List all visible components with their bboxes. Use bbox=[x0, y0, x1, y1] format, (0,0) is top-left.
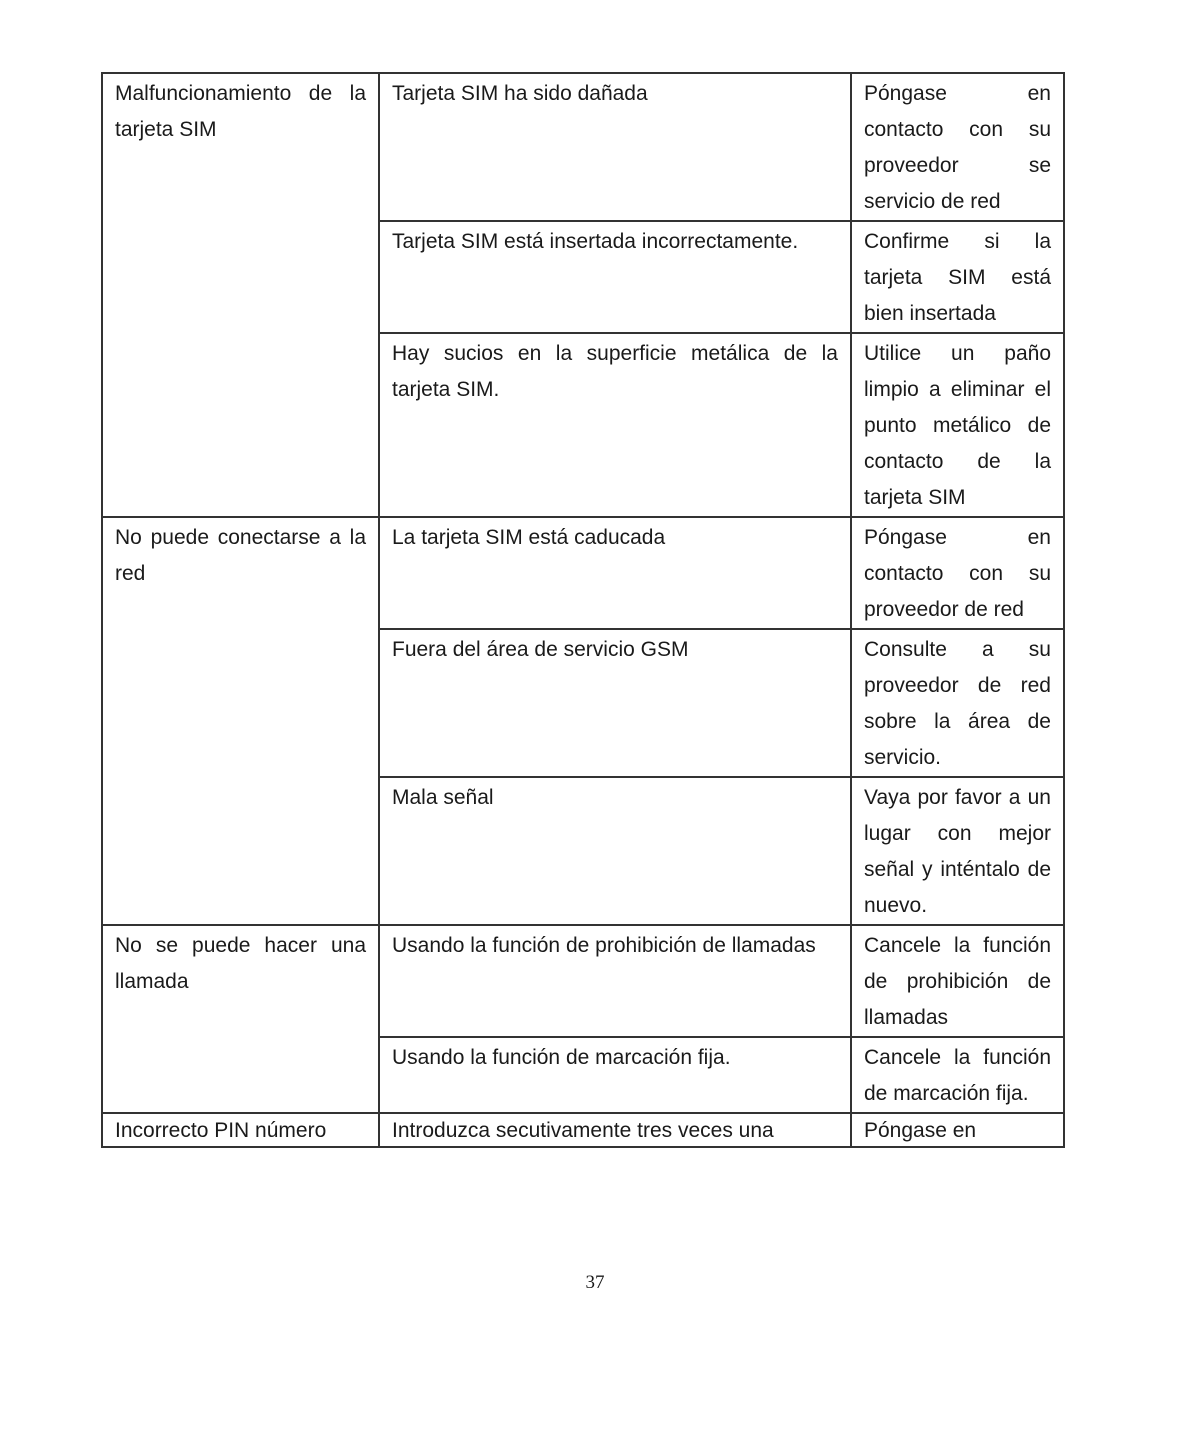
solution-cell: Utilice un paño limpio a eliminar el punto metálico de contacto de la tarjeta SIM bbox=[851, 333, 1064, 517]
solution-cell: Póngase en bbox=[851, 1113, 1064, 1147]
solution-cell: Cancele la función de marcación fija. bbox=[851, 1037, 1064, 1113]
solution-cell: Consulte a su proveedor de red sobre la área de servicio. bbox=[851, 629, 1064, 777]
problem-cell: Incorrecto PIN número bbox=[102, 1113, 379, 1147]
cause-cell: Mala señal bbox=[379, 777, 851, 925]
solution-cell: Póngase en contacto con su proveedor se servicio de red bbox=[851, 73, 1064, 221]
cause-cell: Usando la función de marcación fija. bbox=[379, 1037, 851, 1113]
table-row bbox=[102, 925, 1064, 1037]
problem-cell: No puede conectarse a la red bbox=[102, 517, 379, 925]
cause-cell: Tarjeta SIM está insertada incorrectamente. bbox=[379, 221, 851, 333]
cause-cell: La tarjeta SIM está caducada bbox=[379, 517, 851, 629]
solution-cell: Vaya por favor a un lugar con mejor señal y inténtalo de nuevo. bbox=[851, 777, 1064, 925]
page-number: 37 bbox=[585, 1272, 605, 1293]
cause-cell: Fuera del área de servicio GSM bbox=[379, 629, 851, 777]
problem-cell: No se puede hacer una llamada bbox=[102, 925, 379, 1113]
table-row bbox=[102, 517, 1064, 629]
troubleshooting-table bbox=[101, 72, 1065, 1148]
problem-cell: Malfuncionamiento de la tarjeta SIM bbox=[102, 73, 379, 517]
cause-cell: Hay sucios en la superficie metálica de la tarjeta SIM. bbox=[379, 333, 851, 517]
solution-cell: Cancele la función de prohibición de llamadas bbox=[851, 925, 1064, 1037]
solution-cell: Confirme si la tarjeta SIM está bien insertada bbox=[851, 221, 1064, 333]
solution-cell: Póngase en contacto con su proveedor de red bbox=[851, 517, 1064, 629]
cause-cell: Tarjeta SIM ha sido dañada bbox=[379, 73, 851, 221]
cause-cell: Usando la función de prohibición de llamadas bbox=[379, 925, 851, 1037]
table-row bbox=[102, 73, 1064, 221]
cause-cell: Introduzca secutivamente tres veces una bbox=[379, 1113, 851, 1147]
table-row bbox=[102, 1113, 1064, 1147]
